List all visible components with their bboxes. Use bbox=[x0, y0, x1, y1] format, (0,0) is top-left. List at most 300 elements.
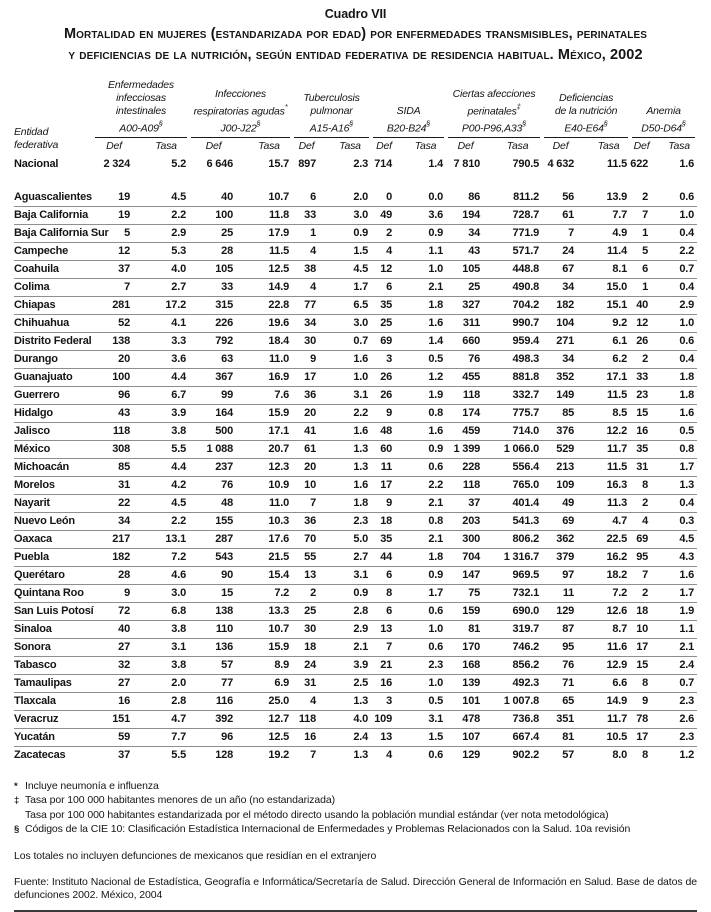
data-cell: 500 bbox=[189, 422, 246, 440]
data-cell: 13 bbox=[292, 566, 329, 584]
data-cell: 138 bbox=[93, 332, 143, 350]
data-cell: 20 bbox=[292, 404, 329, 422]
data-cell: 43 bbox=[446, 242, 493, 260]
data-cell: 765.0 bbox=[493, 476, 542, 494]
data-cell: 2 bbox=[630, 584, 661, 602]
row-label: Baja California Sur bbox=[14, 224, 93, 242]
data-cell: 5.2 bbox=[171, 158, 186, 170]
footnote-marker: § bbox=[349, 119, 354, 128]
data-cell: 25.0 bbox=[246, 692, 292, 710]
footnote-symbol: ‡ bbox=[14, 795, 20, 806]
data-cell: 792 bbox=[189, 332, 246, 350]
data-cell: 2.2 bbox=[405, 476, 446, 494]
data-cell: 11.0 bbox=[246, 494, 292, 512]
data-cell: 71 bbox=[542, 674, 587, 692]
data-cell: 37 bbox=[446, 494, 493, 512]
data-cell: 7.2 bbox=[143, 548, 189, 566]
footnote-line bbox=[14, 822, 697, 837]
data-cell: 0.7 bbox=[329, 332, 371, 350]
data-cell: 33 bbox=[630, 368, 661, 386]
state-row bbox=[14, 512, 697, 530]
subheader-tasa: Tasa bbox=[506, 139, 529, 152]
data-cell: 3.1 bbox=[143, 638, 189, 656]
data-cell: 8 bbox=[630, 476, 661, 494]
data-cell: 15.9 bbox=[246, 404, 292, 422]
data-cell: 379 bbox=[542, 548, 587, 566]
data-cell: 7.2 bbox=[587, 584, 630, 602]
data-cell: 34 bbox=[292, 314, 329, 332]
state-row bbox=[14, 728, 697, 746]
source-note: Fuente: Instituto Nacional de Estadística, Geografía e Informática/Secretaría de Salud. Dirección General de Información en Salud. Base de datos de defunciones 2002. México, 2004 bbox=[14, 875, 697, 901]
data-cell: 15 bbox=[630, 404, 661, 422]
data-cell: 22.5 bbox=[587, 530, 630, 548]
row-label: Chihuahua bbox=[14, 314, 93, 332]
data-cell: 1.0 bbox=[661, 314, 697, 332]
data-cell: 4 bbox=[630, 512, 661, 530]
data-cell: 9.2 bbox=[587, 314, 630, 332]
data-cell: 7.6 bbox=[246, 386, 292, 404]
data-cell: 26 bbox=[371, 386, 405, 404]
data-cell: 571.7 bbox=[493, 242, 542, 260]
column-group-name: respiratorias agudas* bbox=[193, 101, 288, 117]
data-cell: 69 bbox=[542, 512, 587, 530]
state-row bbox=[14, 494, 697, 512]
data-cell: 8.7 bbox=[587, 620, 630, 638]
column-group-box bbox=[448, 88, 540, 138]
data-cell: 43 bbox=[93, 404, 143, 422]
data-cell: 118 bbox=[292, 710, 329, 728]
data-cell: 990.7 bbox=[493, 314, 542, 332]
data-cell: 12.3 bbox=[246, 458, 292, 476]
data-cell: 11.5 bbox=[587, 458, 630, 476]
data-cell: 13.1 bbox=[143, 530, 189, 548]
data-cell: 728.7 bbox=[493, 206, 542, 224]
data-cell: 41 bbox=[292, 422, 329, 440]
footnote-text: Incluye neumonía e influenza bbox=[25, 779, 159, 792]
row-label: México bbox=[14, 440, 93, 458]
state-row bbox=[14, 206, 697, 224]
column-group-box bbox=[373, 105, 444, 138]
data-cell: 4 bbox=[371, 242, 405, 260]
data-cell: 26 bbox=[371, 368, 405, 386]
data-cell: 57 bbox=[189, 656, 246, 674]
data-cell: 76 bbox=[542, 656, 587, 674]
data-cell: 319.7 bbox=[493, 620, 542, 638]
data-cell: 2.3 bbox=[405, 656, 446, 674]
data-cell: 59 bbox=[93, 728, 143, 746]
data-cell: 1.6 bbox=[661, 404, 697, 422]
data-cell: 4.0 bbox=[329, 710, 371, 728]
data-cell: 327 bbox=[446, 296, 493, 314]
data-cell: 351 bbox=[542, 710, 587, 728]
data-cell: 376 bbox=[542, 422, 587, 440]
data-cell: 7 bbox=[630, 566, 661, 584]
data-cell: 2.9 bbox=[661, 296, 697, 314]
data-cell: 14.9 bbox=[587, 692, 630, 710]
data-cell: 392 bbox=[189, 710, 246, 728]
data-cell: 771.9 bbox=[493, 224, 542, 242]
data-cell: 104 bbox=[542, 314, 587, 332]
data-cell: 2.1 bbox=[329, 638, 371, 656]
data-cell: 1.1 bbox=[661, 620, 697, 638]
data-cell: 105 bbox=[446, 260, 493, 278]
data-cell: 69 bbox=[630, 530, 661, 548]
data-cell: 97 bbox=[542, 566, 587, 584]
data-cell: 7 810 bbox=[453, 158, 481, 170]
column-group-header bbox=[189, 79, 292, 138]
data-cell: 529 bbox=[542, 440, 587, 458]
data-cell: 622 bbox=[630, 158, 649, 170]
data-cell: 300 bbox=[446, 530, 493, 548]
state-row bbox=[14, 602, 697, 620]
data-cell: 0.8 bbox=[405, 404, 446, 422]
data-cell: 0.6 bbox=[661, 332, 697, 350]
data-cell: 8.9 bbox=[246, 656, 292, 674]
data-cell: 35 bbox=[630, 440, 661, 458]
data-cell: 12 bbox=[93, 242, 143, 260]
data-cell: 164 bbox=[189, 404, 246, 422]
data-cell: 4.9 bbox=[587, 224, 630, 242]
data-cell: 10.9 bbox=[246, 476, 292, 494]
data-cell: 6.6 bbox=[587, 674, 630, 692]
data-cell: 736.8 bbox=[493, 710, 542, 728]
data-cell: 1.6 bbox=[405, 314, 446, 332]
data-cell: 3.9 bbox=[143, 404, 189, 422]
data-cell: 10.3 bbox=[246, 512, 292, 530]
state-row bbox=[14, 368, 697, 386]
data-cell: 2.8 bbox=[329, 602, 371, 620]
data-cell: 147 bbox=[446, 566, 493, 584]
data-cell: 110 bbox=[189, 620, 246, 638]
state-row bbox=[14, 458, 697, 476]
row-label: Nuevo León bbox=[14, 512, 93, 530]
data-cell: 96 bbox=[189, 728, 246, 746]
row-label: San Luis Potosí bbox=[14, 602, 93, 620]
data-cell: 17.1 bbox=[587, 368, 630, 386]
row-label: Nacional bbox=[14, 158, 59, 170]
data-cell: 194 bbox=[446, 206, 493, 224]
data-cell: 492.3 bbox=[493, 674, 542, 692]
data-cell: 155 bbox=[189, 512, 246, 530]
data-cell: 0.7 bbox=[661, 674, 697, 692]
data-cell: 149 bbox=[542, 386, 587, 404]
data-cell: 1.9 bbox=[405, 386, 446, 404]
data-cell: 20.7 bbox=[246, 440, 292, 458]
column-group-code: D50-D64§ bbox=[641, 119, 686, 135]
row-label: Durango bbox=[14, 350, 93, 368]
data-cell: 3 bbox=[371, 692, 405, 710]
data-cell: 660 bbox=[446, 332, 493, 350]
data-cell: 8.1 bbox=[587, 260, 630, 278]
data-cell: 0.9 bbox=[329, 224, 371, 242]
column-group-box bbox=[191, 88, 290, 138]
row-label: Quintana Roo bbox=[14, 584, 93, 602]
data-cell: 271 bbox=[542, 332, 587, 350]
state-row bbox=[14, 746, 697, 764]
data-cell: 13.3 bbox=[246, 602, 292, 620]
data-cell: 1.5 bbox=[405, 728, 446, 746]
data-cell: 85 bbox=[93, 458, 143, 476]
data-cell: 12.6 bbox=[587, 602, 630, 620]
data-cell: 7.7 bbox=[587, 206, 630, 224]
data-cell: 19.6 bbox=[246, 314, 292, 332]
data-cell: 30 bbox=[292, 620, 329, 638]
data-cell: 38 bbox=[292, 260, 329, 278]
data-cell: 9 bbox=[292, 350, 329, 368]
data-cell: 1.2 bbox=[405, 368, 446, 386]
data-cell: 11.7 bbox=[587, 710, 630, 728]
subheader-tasa: Tasa bbox=[258, 139, 280, 152]
data-cell: 10 bbox=[630, 620, 661, 638]
data-cell: 213 bbox=[542, 458, 587, 476]
data-cell: 25 bbox=[371, 314, 405, 332]
data-cell: 1.0 bbox=[405, 620, 446, 638]
data-cell: 81 bbox=[542, 728, 587, 746]
state-row bbox=[14, 692, 697, 710]
data-cell: 36 bbox=[292, 512, 329, 530]
data-cell: 99 bbox=[189, 386, 246, 404]
data-cell: 168 bbox=[446, 656, 493, 674]
column-group-code: E40-E64§ bbox=[564, 119, 608, 135]
row-label: Oaxaca bbox=[14, 530, 93, 548]
subheader-def: Def bbox=[298, 139, 315, 152]
data-cell: 20 bbox=[93, 350, 143, 368]
data-cell: 61 bbox=[542, 206, 587, 224]
data-cell: 1.6 bbox=[329, 350, 371, 368]
data-cell: 182 bbox=[93, 548, 143, 566]
column-group-name: Infecciones bbox=[215, 87, 266, 100]
data-cell: 2.0 bbox=[143, 674, 189, 692]
data-cell: 90 bbox=[189, 566, 246, 584]
data-cell: 448.8 bbox=[493, 260, 542, 278]
data-cell: 15.4 bbox=[246, 566, 292, 584]
data-cell: 4 632 bbox=[547, 158, 575, 170]
data-cell: 1 bbox=[630, 224, 661, 242]
data-cell: 281 bbox=[93, 296, 143, 314]
column-group-name: Deficiencias bbox=[558, 92, 614, 104]
data-cell: 2.7 bbox=[143, 278, 189, 296]
data-cell: 18 bbox=[371, 512, 405, 530]
data-cell: 0.5 bbox=[405, 350, 446, 368]
data-cell: 3.1 bbox=[405, 710, 446, 728]
data-cell: 4.4 bbox=[143, 458, 189, 476]
data-cell: 34 bbox=[446, 224, 493, 242]
data-cell: 2.3 bbox=[661, 728, 697, 746]
data-cell: 159 bbox=[446, 602, 493, 620]
row-label: Querétaro bbox=[14, 566, 93, 584]
data-cell: 0.3 bbox=[661, 512, 697, 530]
data-cell: 81 bbox=[446, 620, 493, 638]
data-cell: 2.7 bbox=[329, 548, 371, 566]
data-cell: 109 bbox=[542, 476, 587, 494]
data-cell: 22.8 bbox=[246, 296, 292, 314]
data-cell: 15.9 bbox=[246, 638, 292, 656]
data-cell: 128 bbox=[189, 746, 246, 764]
data-cell: 1.3 bbox=[661, 476, 697, 494]
data-cell: 704 bbox=[446, 548, 493, 566]
data-cell: 12.7 bbox=[246, 710, 292, 728]
data-cell: 26 bbox=[630, 332, 661, 350]
column-group-header bbox=[93, 79, 189, 138]
footnote-line bbox=[14, 808, 697, 823]
data-cell: 15.0 bbox=[587, 278, 630, 296]
data-cell: 401.4 bbox=[493, 494, 542, 512]
data-cell: 3.8 bbox=[143, 656, 189, 674]
column-group-box bbox=[294, 92, 369, 138]
data-cell: 4.5 bbox=[143, 494, 189, 512]
data-cell: 17.1 bbox=[246, 422, 292, 440]
data-cell: 8.5 bbox=[587, 404, 630, 422]
data-cell: 3.0 bbox=[329, 314, 371, 332]
state-row bbox=[14, 242, 697, 260]
column-group-name: infecciosas intestinales bbox=[115, 92, 167, 117]
data-cell: 714 bbox=[374, 158, 393, 170]
data-cell: 1.3 bbox=[329, 692, 371, 710]
column-group-name: Anemia bbox=[646, 105, 681, 117]
footnote-text: Tasa por 100 000 habitantes menores de un año (no estandarizada) bbox=[25, 794, 335, 806]
data-cell: 7 bbox=[630, 206, 661, 224]
totals-note: Los totales no incluyen defunciones de mexicanos que residían en el extranjero bbox=[14, 849, 377, 862]
data-cell: 704.2 bbox=[493, 296, 542, 314]
data-cell: 27 bbox=[93, 638, 143, 656]
data-cell: 182 bbox=[542, 296, 587, 314]
data-cell: 6.7 bbox=[143, 386, 189, 404]
data-cell: 10.5 bbox=[587, 728, 630, 746]
group-header-row bbox=[14, 79, 697, 138]
subheader-def: Def bbox=[376, 139, 392, 152]
data-cell: 1.0 bbox=[329, 368, 371, 386]
data-cell: 455 bbox=[446, 368, 493, 386]
data-cell: 72 bbox=[93, 602, 143, 620]
data-cell: 902.2 bbox=[493, 746, 542, 764]
data-cell: 881.8 bbox=[493, 368, 542, 386]
data-cell: 1.6 bbox=[329, 476, 371, 494]
data-cell: 4.0 bbox=[143, 260, 189, 278]
data-cell: 1.1 bbox=[405, 242, 446, 260]
state-row bbox=[14, 584, 697, 602]
subheader-row bbox=[14, 138, 697, 156]
data-cell: 15 bbox=[630, 656, 661, 674]
data-cell: 34 bbox=[542, 350, 587, 368]
data-cell: 11.5 bbox=[607, 158, 628, 170]
data-cell: 11.5 bbox=[246, 242, 292, 260]
footnote-symbol: * bbox=[14, 780, 18, 792]
data-cell: 77 bbox=[292, 296, 329, 314]
data-cell: 136 bbox=[189, 638, 246, 656]
data-cell: 129 bbox=[446, 746, 493, 764]
footnote-marker: ‡ bbox=[516, 101, 521, 111]
state-row bbox=[14, 638, 697, 656]
footnote-text: Tasa por 100 000 habitantes estandarizada por el método directo usando la población mundial estándar (ver nota metodológica) bbox=[25, 808, 609, 821]
footnote-line bbox=[14, 793, 697, 808]
data-cell: 16 bbox=[292, 728, 329, 746]
data-cell: 3.1 bbox=[329, 386, 371, 404]
data-cell: 5 bbox=[93, 224, 143, 242]
state-row bbox=[14, 530, 697, 548]
data-cell: 151 bbox=[93, 710, 143, 728]
data-cell: 6 bbox=[310, 191, 317, 203]
row-label: Zacatecas bbox=[14, 746, 93, 764]
data-cell: 100 bbox=[189, 206, 246, 224]
data-cell: 10.7 bbox=[246, 620, 292, 638]
data-cell: 23 bbox=[630, 386, 661, 404]
footnote-symbol bbox=[14, 809, 25, 824]
data-cell: 40 bbox=[221, 191, 233, 203]
entity-header-line-1: Entidad bbox=[14, 125, 49, 138]
data-cell: 0.9 bbox=[405, 440, 446, 458]
footnote-marker: § bbox=[603, 119, 608, 128]
data-cell: 63 bbox=[189, 350, 246, 368]
column-group-box bbox=[632, 105, 695, 138]
data-cell: 11.5 bbox=[587, 386, 630, 404]
column-group-header bbox=[542, 79, 630, 138]
row-label: Nayarit bbox=[14, 494, 93, 512]
column-group-name: de la nutrición bbox=[554, 105, 618, 117]
data-cell: 100 bbox=[93, 368, 143, 386]
data-cell: 15 bbox=[189, 584, 246, 602]
data-cell: 0.6 bbox=[405, 602, 446, 620]
footnote-marker: § bbox=[256, 119, 261, 128]
data-cell: 1 bbox=[292, 224, 329, 242]
data-cell: 109 bbox=[371, 710, 405, 728]
subheader-def: Def bbox=[205, 139, 222, 152]
data-cell: 556.4 bbox=[493, 458, 542, 476]
data-cell: 4 bbox=[292, 278, 329, 296]
data-cell: 70 bbox=[292, 530, 329, 548]
data-cell: 34 bbox=[542, 278, 587, 296]
data-cell: 1.5 bbox=[329, 242, 371, 260]
data-cell: 15.7 bbox=[268, 158, 290, 170]
data-cell: 12.2 bbox=[587, 422, 630, 440]
subheader-def: Def bbox=[552, 139, 569, 152]
mortality-table bbox=[14, 79, 697, 764]
data-cell: 17 bbox=[630, 728, 661, 746]
data-cell: 8.0 bbox=[587, 746, 630, 764]
data-cell: 1.8 bbox=[329, 494, 371, 512]
data-cell: 6.2 bbox=[587, 350, 630, 368]
page-title bbox=[14, 24, 697, 66]
column-group-header bbox=[292, 79, 371, 138]
data-cell: 33 bbox=[292, 206, 329, 224]
row-label: Sinaloa bbox=[14, 620, 93, 638]
data-cell: 60 bbox=[371, 440, 405, 458]
state-row bbox=[14, 260, 697, 278]
table-body bbox=[14, 156, 697, 764]
data-cell: 1.7 bbox=[405, 584, 446, 602]
row-label: Jalisco bbox=[14, 422, 93, 440]
column-group-name: Ciertas afecciones bbox=[452, 87, 536, 100]
data-cell: 478 bbox=[446, 710, 493, 728]
data-cell: 118 bbox=[446, 386, 493, 404]
data-cell: 2.5 bbox=[329, 674, 371, 692]
data-cell: 3.0 bbox=[329, 206, 371, 224]
data-cell: 311 bbox=[446, 314, 493, 332]
data-cell: 76 bbox=[446, 350, 493, 368]
data-cell: 17 bbox=[292, 368, 329, 386]
data-cell: 3 bbox=[371, 350, 405, 368]
data-cell: 4.5 bbox=[171, 191, 186, 203]
state-row bbox=[14, 314, 697, 332]
data-cell: 25 bbox=[446, 278, 493, 296]
data-cell: 2 bbox=[642, 191, 649, 203]
data-cell: 11 bbox=[371, 458, 405, 476]
data-cell: 86 bbox=[468, 191, 481, 203]
data-cell: 95 bbox=[542, 638, 587, 656]
data-cell: 2.2 bbox=[329, 404, 371, 422]
data-cell: 0.5 bbox=[661, 422, 697, 440]
data-cell: 2.8 bbox=[143, 692, 189, 710]
data-cell: 22 bbox=[93, 494, 143, 512]
